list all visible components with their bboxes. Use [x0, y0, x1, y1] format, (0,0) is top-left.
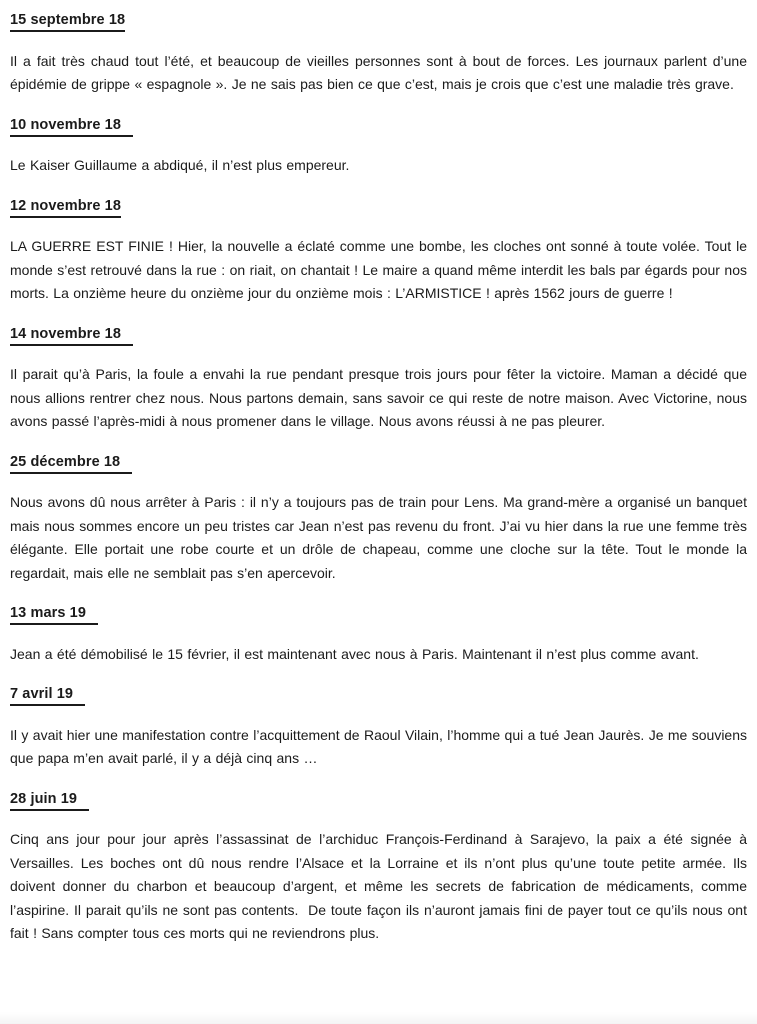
entry-paragraph: Le Kaiser Guillaume a abdiqué, il n’est plus empereur.: [10, 157, 350, 173]
entry-date-heading: [10, 195, 747, 219]
entry-paragraph: Cinq ans jour pour jour après l’assassinat de l’archiduc François-Ferdinand à Sarajevo, la paix a été signée à Versailles. Les boches ont dû nous rendre l’Alsace et la Lorraine et ils n’ont plus qu’une toute petite armée. Ils doivent donner du charbon et beaucoup d’argent, et même les secrets de fabrication de médicaments, comme l’aspirine. Il parait qu’ils ne sont pas contents. De toute façon ils n’auront jamais fini de payer tout ce qu’ils nous ont fait ! Sans compter tous ces morts qui ne reviendrons plus.: [10, 831, 752, 941]
entry-date-text: 25 décembre 18: [10, 453, 132, 474]
diary-entry: [10, 323, 752, 434]
entry-date-text: 14 novembre 18: [10, 325, 133, 346]
entry-paragraph: Il parait qu’à Paris, la foule a envahi la rue pendant presque trois jours pour fêter la victoire. Maman a décidé que nous allions rentrer chez nous. Nous partons demain, sans savoir ce qui reste de notre maison. Avec Victorine, nous avons passé l’après-midi à nous promener dans le village. Nous avons réussi à ne pas pleurer.: [10, 366, 752, 429]
entry-date-text: 13 mars 19: [10, 604, 98, 625]
entry-date-heading: [10, 602, 747, 626]
diary-entry: [10, 788, 752, 946]
diary-entry: [10, 195, 752, 306]
entry-date-heading: [10, 451, 747, 475]
entry-date-heading: [10, 323, 747, 347]
entry-paragraph: Il y avait hier une manifestation contre l’acquittement de Raoul Vilain, l’homme qui a tué Jean Jaurès. Je me souviens que papa m’en avait parlé, il y a déjà cinq ans …: [10, 726, 752, 766]
entry-date-heading: [10, 788, 747, 812]
entry-date-heading: [10, 114, 747, 138]
diary-entry: [10, 602, 747, 666]
entry-date-heading: [10, 9, 747, 33]
diary-entry: [10, 9, 752, 97]
page-bottom-shade: [0, 1012, 757, 1024]
entry-date-text: 7 avril 19: [10, 685, 85, 706]
diary-entry: [10, 683, 752, 771]
entry-date-heading: [10, 683, 747, 707]
entry-date-text: 10 novembre 18: [10, 116, 133, 137]
entry-paragraph: Jean a été démobilisé le 15 février, il est maintenant avec nous à Paris. Maintenant il n’est plus comme avant.: [10, 645, 699, 662]
entry-paragraph: Nous avons dû nous arrêter à Paris : il n’y a toujours pas de train pour Lens. Ma grand-mère a organisé un banquet mais nous sommes encore un peu tristes car Jean n’est pas revenu du front. J’ai vu hier dans la rue une femme très élégante. Elle portait une robe courte et un drôle de chapeau, comme une cloche sur la tête. Tout le monde la regardait, mais elle ne semblait pas s’en apercevoir.: [10, 494, 752, 581]
entry-paragraph: LA GUERRE EST FINIE ! Hier, la nouvelle a éclaté comme une bombe, les cloches ont sonné à toute volée. Tout le monde s’est retrouvé dans la rue : on riait, on chantait ! Le maire a quand même interdit les bals par égards pour nos morts. La onzième heure du onzième jour du onzième mois : L’ARMISTICE ! après 1562 jours de guerre !: [10, 238, 752, 301]
entry-date-text: 12 novembre 18: [10, 197, 121, 218]
diary-entry: [10, 451, 752, 586]
entry-date-text: 28 juin 19: [10, 790, 89, 811]
entry-paragraph: Il a fait très chaud tout l’été, et beaucoup de vieilles personnes sont à bout de forces. Les journaux parlent d’une épidémie de grippe « espagnole ». Je ne sais pas bien ce que c’est, mais je crois que c’est une maladie très grave.: [10, 52, 752, 92]
entry-date-text: 15 septembre 18: [10, 11, 125, 32]
diary-entry: [10, 114, 747, 178]
